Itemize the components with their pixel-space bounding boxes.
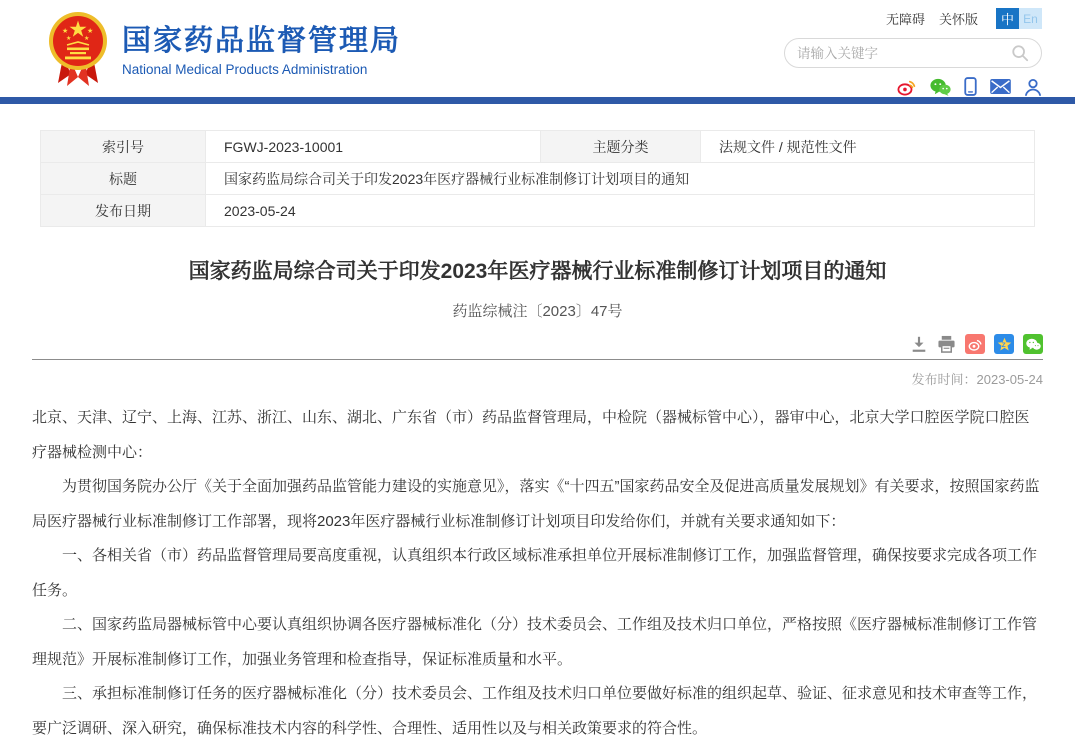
table-row [41,131,1035,163]
search-box [784,38,1042,68]
document-meta-table [40,130,1035,227]
svg-text:★: ★ [62,28,69,35]
language-toggle [996,8,1042,29]
weibo-icon[interactable] [897,78,917,96]
content-divider [32,359,1043,360]
meta-label-title: 标题 [41,163,206,195]
document-toolbar [32,334,1043,354]
wechat-icon[interactable] [930,78,951,96]
share-qzone-icon[interactable] [994,334,1014,354]
content-area [0,130,1075,746]
body-paragraph: 三、承担标准制修订任务的医疗器械标准化（分）技术委员会、工作组及技术归口单位要做好标准的组织起草、验证、征求意见和技术审查等工作，要广泛调研、深入研究，确保标准技术内容的科学性、合理性、适用性以及与相关政策要求的符合性。 [32,685,1038,737]
print-icon[interactable] [937,335,956,353]
site-title-cn: 国家药品监督管理局 [122,25,402,57]
meta-value-pubdate: 2023-05-24 [206,195,1035,227]
search-input[interactable] [797,46,1011,61]
top-links [784,8,1042,29]
user-icon[interactable] [1024,78,1042,96]
header-right [784,8,1042,96]
site-logo[interactable] [48,11,401,89]
document-body [32,401,1043,746]
svg-text:★: ★ [87,28,94,35]
body-paragraph: 二、国家药监局器械标管中心要认真组织协调各医疗器械标准化（分）技术委员会、工作组及技术归口单位，严格按照《医疗器械标准制修订工作管理规范》开展标准制修订工作，加强业务管理和检查指导，保证标准质量和水平。 [32,616,1038,668]
accessibility-link[interactable]: 无障碍 [885,12,925,27]
share-wechat-icon[interactable] [1023,334,1043,354]
svg-text:Z: Z [1001,341,1006,349]
site-header [0,0,1075,97]
page-title: 国家药监局综合司关于印发2023年医疗器械行业标准制修订计划项目的通知 [188,260,887,283]
body-paragraph: 一、各相关省（市）药品监督管理局要高度重视，认真组织本行政区域标准承担单位开展标准制修订工作，加强监督管理，确保按要求完成各项工作任务。 [32,547,1038,599]
care-version-link[interactable]: 关怀版 [938,12,978,27]
meta-label-category: 主题分类 [541,131,701,163]
meta-label-index: 索引号 [41,131,206,163]
document-number: 药监综械注〔2023〕47号 [452,303,623,320]
publish-time: 发布时间：2023-05-24 [911,372,1043,387]
meta-value-index: FGWJ-2023-10001 [206,131,541,163]
table-row [41,163,1035,195]
china-national-emblem-icon [48,11,108,89]
search-icon[interactable] [1011,44,1029,62]
svg-text:★: ★ [84,36,90,42]
social-icons-row [784,77,1042,96]
share-weibo-icon[interactable] [965,334,985,354]
email-icon[interactable] [990,79,1011,94]
brand-text [122,23,401,77]
meta-value-title: 国家药监局综合司关于印发2023年医疗器械行业标准制修订计划项目的通知 [206,163,1035,195]
svg-text:★: ★ [66,36,72,42]
mobile-icon[interactable] [964,77,977,96]
lang-zh-button[interactable]: 中 [996,8,1019,29]
body-paragraph: 为贯彻国务院办公厅《关于全面加强药品监管能力建设的实施意见》，落实《“十四五”国家药品安全及促进高质量发展规划》有关要求，按照国家药监局医疗器械行业标准制修订工作部署，现将2023年医疗器械行业标准制修订计划项目印发给你们，并就有关要求通知如下： [32,478,1040,530]
table-row [41,195,1035,227]
lang-en-button[interactable]: En [1019,8,1042,29]
meta-label-pubdate: 发布日期 [41,195,206,227]
header-divider-bar [0,97,1075,104]
body-paragraph: 北京、天津、辽宁、上海、江苏、浙江、山东、湖北、广东省（市）药品监督管理局，中检院（器械标管中心），器审中心，北京大学口腔医学院口腔医疗器械检测中心： [32,409,1030,461]
download-icon[interactable] [910,335,928,353]
site-title-en: National Medical Products Administration [122,62,368,77]
meta-value-category: 法规文件 / 规范性文件 [701,131,1035,163]
